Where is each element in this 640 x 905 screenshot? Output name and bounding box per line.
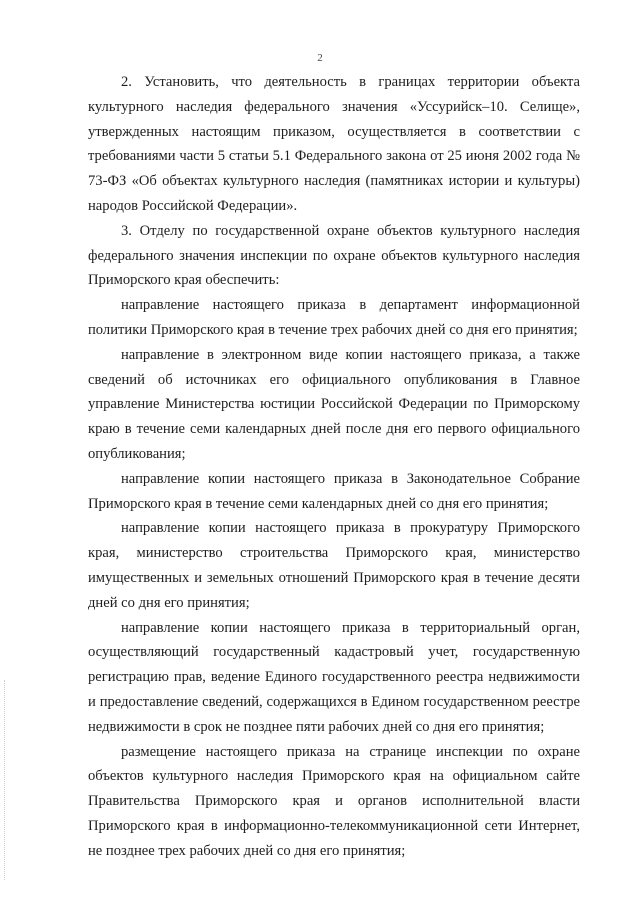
scan-margin-mark <box>4 680 6 880</box>
document-body <box>88 70 580 864</box>
paragraph-2: 2. Установить, что деятельность в границах территории объекта культурного наследия федерального значения «Уссурийск–10. Селище», утвержденных настоящим приказом, осуществляется в соответствии с требованиями части 5 статьи 5.1 Федерального закона от 25 июня 2002 года № 73-ФЗ «Об объектах культурного наследия (памятниках истории и культуры) народов Российской Федерации». <box>88 74 580 214</box>
paragraph-3-item-legislative-assembly: направление копии настоящего приказа в Законодательное Собрание Приморского края в течение семи календарных дней со дня его принятия; <box>88 470 580 512</box>
paragraph-3-item-cadastre: направление копии настоящего приказа в территориальный орган, осуществляющий государственный кадастровый учет, государственную регистрацию прав, ведение Единого государственного реестра недвижимости и предоставление сведений, содержащихся в Едином государственном реестре недвижимости в срок не позднее пяти рабочих дней со дня его принятия; <box>88 619 580 735</box>
page-number: 2 <box>317 52 323 64</box>
paragraph-3-item-prosecutor: направление копии настоящего приказа в прокуратуру Приморского края, министерство строительства Приморского края, министерство имущественных и земельных отношений Приморского края в течение десяти дней со дня его принятия; <box>88 520 580 611</box>
paragraph-3-item-info-policy: направление настоящего приказа в департамент информационной политики Приморского края в течение трех рабочих дней со дня его принятия; <box>88 297 580 338</box>
paragraph-3-item-justice-ministry: направление в электронном виде копии настоящего приказа, а также сведений об источниках его официального опубликования в Главное управление Министерства юстиции Российской Федерации по Приморскому краю в течение семи календарных дней после дня его первого официального опубликования; <box>88 346 580 462</box>
paragraph-3: 3. Отделу по государственной охране объектов культурного наследия федерального значения инспекции по охране объектов культурного наследия Приморского края обеспечить: <box>88 222 580 289</box>
paragraph-3-item-website: размещение настоящего приказа на странице инспекции по охране объектов культурного наследия Приморского края на официальном сайте Правительства Приморского края и органов исполнительной власти Приморского края в информационно-телекоммуникационной сети Интернет, не позднее трех рабочих дней со дня его принятия; <box>88 743 580 859</box>
